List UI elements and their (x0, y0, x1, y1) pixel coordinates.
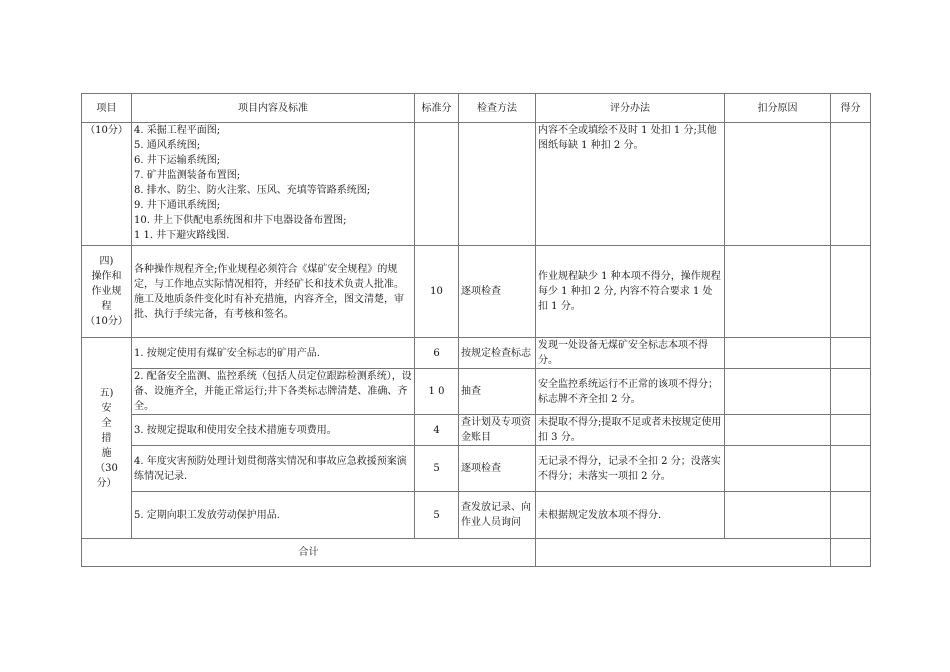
item-line: （30 (95, 462, 118, 474)
item-line: 四) (99, 256, 114, 267)
content-line: 9. 井下通讯系统图; (134, 200, 221, 211)
table-row (82, 246, 871, 338)
method-cell: 抽查 (459, 369, 536, 415)
points-cell (831, 246, 871, 338)
deduct-reason-cell (725, 123, 831, 246)
content-line: 4. 采掘工程平面图; (134, 125, 221, 136)
header-points: 得分 (831, 94, 871, 123)
deduct-reason-cell (725, 492, 831, 539)
content-cell (132, 123, 415, 246)
deduct-reason-cell (725, 415, 831, 446)
header-method: 检查方法 (459, 94, 536, 123)
table-row (82, 415, 871, 446)
points-cell (831, 492, 871, 539)
header-content: 项目内容及标准 (132, 94, 415, 123)
scoring-cell: 未根据规定发放本项不得分. (536, 492, 725, 539)
method-cell: 逐项检查 (459, 446, 536, 492)
method-cell: 逐项检查 (459, 246, 536, 338)
points-cell (831, 446, 871, 492)
method-cell: 查计划及专项资金账目 (459, 415, 536, 446)
item-line: 五) (99, 387, 114, 399)
scoring-cell: 安全监控系统运行不正常的该项不得分；标志牌不齐全扣 2 分。 (536, 369, 725, 415)
header-scoring: 评分办法 (536, 94, 725, 123)
total-label-text: 合计 (298, 547, 319, 558)
content-line: 8. 排水、防尘、防火注浆、压风、充填等管路系统图; (134, 185, 371, 196)
item-line: 作业规 (91, 286, 122, 297)
scoring-cell: 无记录不得分，记录不全扣 2 分；没落实不得分；未落实一项扣 2 分。 (536, 446, 725, 492)
table-row (82, 492, 871, 539)
method-cell (459, 123, 536, 246)
content-line: 5. 通风系统图; (134, 140, 201, 151)
score-cell: 4 (415, 415, 459, 446)
points-cell (831, 123, 871, 246)
content-cell: 2. 配备安全监测、监控系统（包括人员定位跟踪检测系统），设备、设施齐全，并能正常运行;井下各类标志牌清楚、准确、齐全。 (132, 369, 415, 415)
content-line: 10. 井上下供配电系统图和井下电器设备布置图; (134, 215, 347, 226)
score-cell (415, 123, 459, 246)
scoring-cell: 发现一处设备无煤矿安全标志本项不得分。 (536, 338, 725, 369)
score-cell: 1 0 (415, 369, 459, 415)
points-cell (831, 369, 871, 415)
table-row (82, 369, 871, 415)
header-score: 标准分 (415, 94, 459, 123)
item-line: 全 (101, 417, 112, 429)
content-cell: 5. 定期向职工发放劳动保护用品. (132, 492, 415, 539)
total-row (82, 539, 871, 567)
score-cell: 5 (415, 446, 459, 492)
method-cell: 查发放记录、向作业人员询问 (459, 492, 536, 539)
total-blank (536, 539, 831, 567)
table-row (82, 446, 871, 492)
item-cell (82, 338, 132, 539)
deduct-reason-cell (725, 446, 831, 492)
points-cell (831, 415, 871, 446)
item-cell (82, 246, 132, 338)
content-line: 6. 井下运输系统图; (134, 155, 221, 166)
header-row (82, 94, 871, 123)
method-cell: 按规定检查标志 (459, 338, 536, 369)
score-cell: 10 (415, 246, 459, 338)
item-cell: （10分） (82, 123, 132, 246)
content-line: 1 1. 井下避灾路线图. (134, 230, 230, 241)
score-cell: 5 (415, 492, 459, 539)
total-label (82, 539, 536, 567)
item-line: 操作和 (91, 271, 122, 282)
content-line: 7. 矿井监测装备布置图; (134, 170, 241, 181)
item-line: 措 (101, 432, 112, 444)
deduct-reason-cell (725, 338, 831, 369)
header-item: 项目 (82, 94, 132, 123)
content-cell: 3. 按规定提取和使用安全技术措施专项费用。 (132, 415, 415, 446)
content-cell: 4. 年度灾害预防处理计划贯彻落实情况和事故应急救援预案演练情况记录. (132, 446, 415, 492)
scoring-cell: 内容不全或填绘不及时 1 处扣 1 分;其他图纸每缺 1 种扣 2 分。 (536, 123, 725, 246)
table-row (82, 123, 871, 246)
scoring-cell: 作业规程缺少 1 种本项不得分，操作规程每少 1 种扣 2 分, 内容不符合要求 1 处扣 1 分。 (536, 246, 725, 338)
header-deduct-reason: 扣分原因 (725, 94, 831, 123)
inspection-score-table (81, 93, 871, 567)
item-line: 施 (101, 447, 112, 459)
score-cell: 6 (415, 338, 459, 369)
item-line: （10分） (85, 316, 128, 327)
deduct-reason-cell (725, 369, 831, 415)
item-line: 分） (96, 477, 117, 489)
content-cell: 各种操作规程齐全;作业规程必须符合《煤矿安全规程》的规定，与工作地点实际情况相符，并经矿长和技术负责人批准。施工及地质条件变化时有补充措施，内容齐全，图文清楚，审批、执行手续完备，有考核和签名。 (132, 246, 415, 338)
content-cell: 1. 按规定使用有煤矿安全标志的矿用产品. (132, 338, 415, 369)
table-row (82, 338, 871, 369)
deduct-reason-cell (725, 246, 831, 338)
item-line: 安 (101, 402, 112, 414)
item-line: 程 (101, 301, 112, 312)
points-cell (831, 338, 871, 369)
scoring-cell: 未提取不得分;提取不足或者未按规定使用扣 3 分。 (536, 415, 725, 446)
total-points-cell (831, 539, 871, 567)
